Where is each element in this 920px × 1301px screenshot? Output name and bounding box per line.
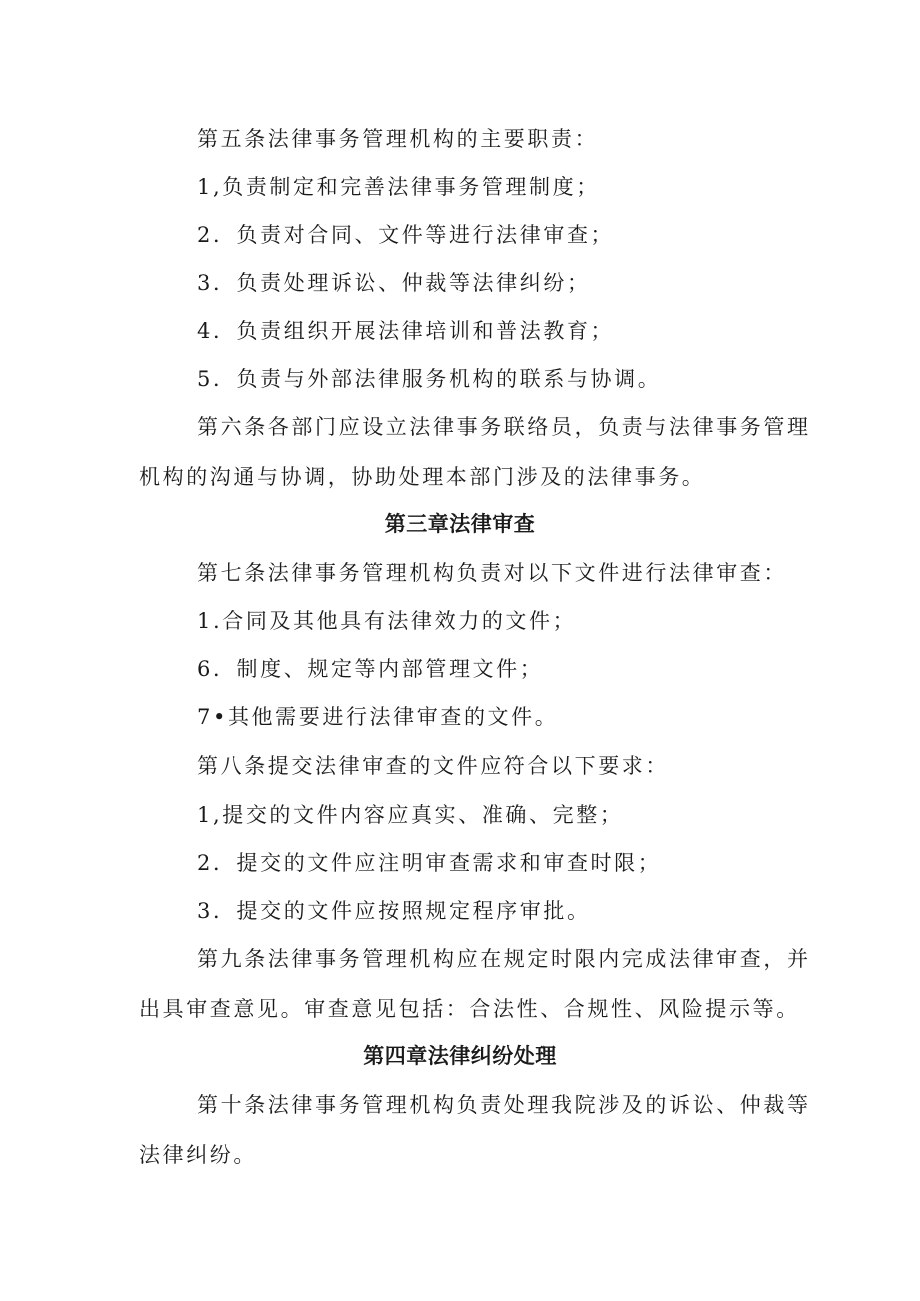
article-5-intro: 第五条法律事务管理机构的主要职责：: [197, 127, 599, 151]
article-9-line-2: 出具审查意见。审查意见包括：合法性、合规性、风险提示等。: [139, 997, 800, 1021]
article-8-item-2: 2．提交的文件应注明审查需求和审查时限；: [197, 851, 662, 875]
article-9-line-1: 第九条法律事务管理机构应在规定时限内完成法律审查，并: [197, 947, 811, 971]
article-7-item-2: 6．制度、规定等内部管理文件；: [197, 657, 544, 681]
article-5-item-3: 3．负责处理诉讼、仲裁等法律纠纷；: [197, 271, 591, 295]
article-10-line-1: 第十条法律事务管理机构负责处理我院涉及的诉讼、仲裁等: [197, 1093, 811, 1117]
article-7-item-1: 1.合同及其他具有法律效力的文件；: [197, 609, 577, 633]
article-5-item-1: 1,负责制定和完善法律事务管理制度；: [197, 175, 600, 199]
chapter-3-heading: 第三章法律审查: [384, 512, 536, 536]
article-7-intro: 第七条法律事务管理机构负责对以下文件进行法律审查：: [197, 561, 787, 585]
article-10-line-2: 法律纠纷。: [139, 1143, 257, 1167]
article-8-intro: 第八条提交法律审查的文件应符合以下要求：: [197, 754, 669, 778]
article-6-line-2: 机构的沟通与协调，协助处理本部门涉及的法律事务。: [139, 465, 706, 489]
article-5-item-2: 2．负责对合同、文件等进行法律审查；: [197, 223, 615, 247]
article-5-item-4: 4．负责组织开展法律培训和普法教育；: [197, 319, 615, 343]
article-5-item-5: 5．负责与外部法律服务机构的联系与协调。: [197, 367, 662, 391]
article-6-line-1: 第六条各部门应设立法律事务联络员，负责与法律事务管理: [197, 415, 811, 439]
article-8-item-1: 1,提交的文件内容应真实、准确、完整；: [197, 803, 624, 827]
article-8-item-3: 3．提交的文件应按照规定程序审批。: [197, 899, 591, 923]
article-7-item-3: 7•其他需要进行法律审查的文件。: [197, 705, 559, 729]
chapter-4-heading: 第四章法律纠纷处理: [363, 1044, 557, 1068]
